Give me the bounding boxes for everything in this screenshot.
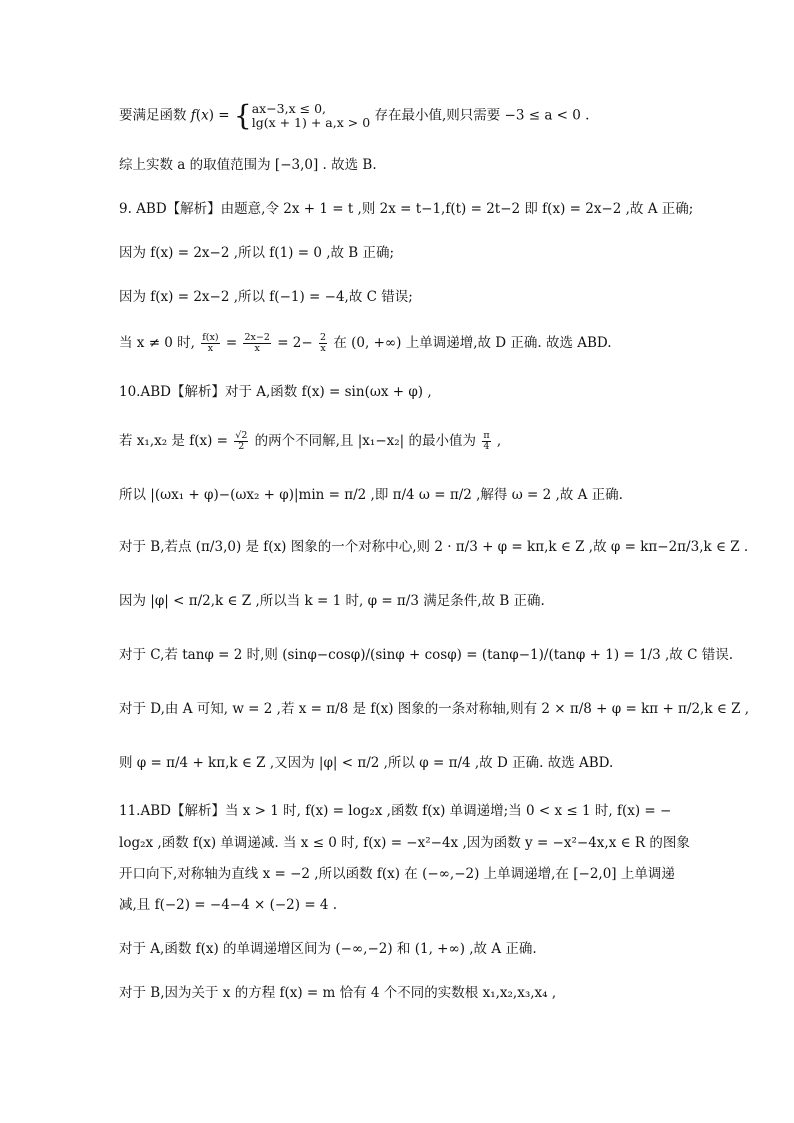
piecewise-case-2: lg(x + 1) + a,x > 0 [251, 115, 371, 130]
text-segment: 存在最小值,则只需要 −3 ≤ a < 0 . [374, 107, 590, 124]
text-segment: = 2− [277, 335, 313, 351]
text-line-9: 所以 |(ωx₁ + φ)−(ωx₂ + φ)|min = π/2 ,即 π/4 ω = π/2 ,解得 ω = 2 ,故 A 正确. [119, 487, 623, 503]
text-segment: 当 x ≠ 0 时, [119, 335, 195, 351]
fraction: $\frac{2}{x}$ [320, 332, 327, 354]
piecewise-brace: { [233, 99, 252, 132]
fraction: $\frac{\pi}{4}$ [483, 430, 490, 452]
text-line-7: 10.ABD【解析】对于 A,函数 f(x) = sin(ωx + φ) , [119, 384, 432, 400]
text-segment: 在 (0, +∞) 上单调递增,故 D 正确. 故选 ABD. [333, 335, 612, 351]
text-line-14: 则 φ = π/4 + kπ,k ∈ Z ,又因为 |φ| < π/2 ,所以 φ = π/4 ,故 D 正确. 故选 ABD. [119, 755, 614, 771]
text-line-19: 对于 A,函数 f(x) 的单调递增区间为 (−∞,−2) 和 (1, +∞) ,故 A 正确. [119, 941, 537, 957]
text-segment: 要满足函数 [119, 107, 187, 124]
text-line-2: 综上实数 a 的取值范围为 [−3,0] . 故选 B. [119, 157, 377, 173]
fraction: $\frac{2x-2}{x}$ [244, 332, 270, 354]
text-line-10: 对于 B,若点 (π/3,0) 是 f(x) 图象的一个对称中心,则 2 · π/3 + φ = kπ,k ∈ Z ,故 φ = kπ−2π/3,k ∈ Z . [119, 539, 749, 555]
text-line-11: 因为 |φ| < π/2,k ∈ Z ,所以当 k = 1 时, φ = π/3 满足条件,故 B 正确. [119, 593, 545, 609]
piecewise-case-1: ax−3,x ≤ 0, [251, 101, 327, 116]
text-line-6 [119, 333, 734, 354]
text-line-4: 因为 f(x) = 2x−2 ,所以 f(1) = 0 ,故 B 正确; [119, 245, 395, 261]
text-line-17: 开口向下,对称轴为直线 x = −2 ,所以函数 f(x) 在 (−∞,−2) 上单调递增,在 [−2,0] 上单调递 [119, 866, 675, 882]
text-line-15: 11.ABD【解析】当 x > 1 时, f(x) = log₂x ,函数 f(x) 单调递增;当 0 < x ≤ 1 时, f(x) = − [119, 803, 672, 819]
text-line-8 [119, 431, 734, 452]
text-segment: 若 x₁,x₂ 是 f(x) = [119, 433, 228, 449]
text-line-12: 对于 C,若 tanφ = 2 时,则 (sinφ−cosφ)/(sinφ + cosφ) = (tanφ−1)/(tanφ + 1) = 1/3 ,故 C 错误. [119, 647, 733, 663]
text-line-13: 对于 D,由 A 可知, w = 2 ,若 x = π/8 是 f(x) 图象的一条对称轴,则有 2 × π/8 + φ = kπ + π/2,k ∈ Z , [119, 701, 750, 717]
text-line-18: 减,且 f(−2) = −4−4 × (−2) = 4 . [119, 897, 338, 913]
text-segment: 的两个不同解,且 |x₁−x₂| 的最小值为 [254, 433, 477, 449]
fraction: $\frac{f(x)}{x}$ [202, 332, 219, 354]
text-line-1: 要满足函数 f(x) = { ax−3,x ≤ 0, lg(x + 1) + a,x > 0 存在最小值,则只需要 −3 ≤ a < 0 . [119, 99, 590, 132]
fraction: $\frac{√2}{2}$ [235, 430, 248, 452]
text-line-20: 对于 B,因为关于 x 的方程 f(x) = m 恰有 4 个不同的实数根 x₁,x₂,x₃,x₄ , [119, 985, 557, 1001]
text-line-16: log₂x ,函数 f(x) 单调递减. 当 x ≤ 0 时, f(x) = −x²−4x ,因为函数 y = −x²−4x,x ∈ R 的图象 [119, 835, 690, 851]
text-line-3: 9. ABD【解析】由题意,令 2x + 1 = t ,则 2x = t−1,f(t) = 2t−2 即 f(x) = 2x−2 ,故 A 正确; [119, 201, 694, 217]
piecewise-cases [252, 102, 370, 130]
text-segment: = [225, 335, 238, 351]
text-segment: , [496, 433, 502, 449]
text-line-5: 因为 f(x) = 2x−2 ,所以 f(−1) = −4,故 C 错误; [119, 289, 413, 305]
